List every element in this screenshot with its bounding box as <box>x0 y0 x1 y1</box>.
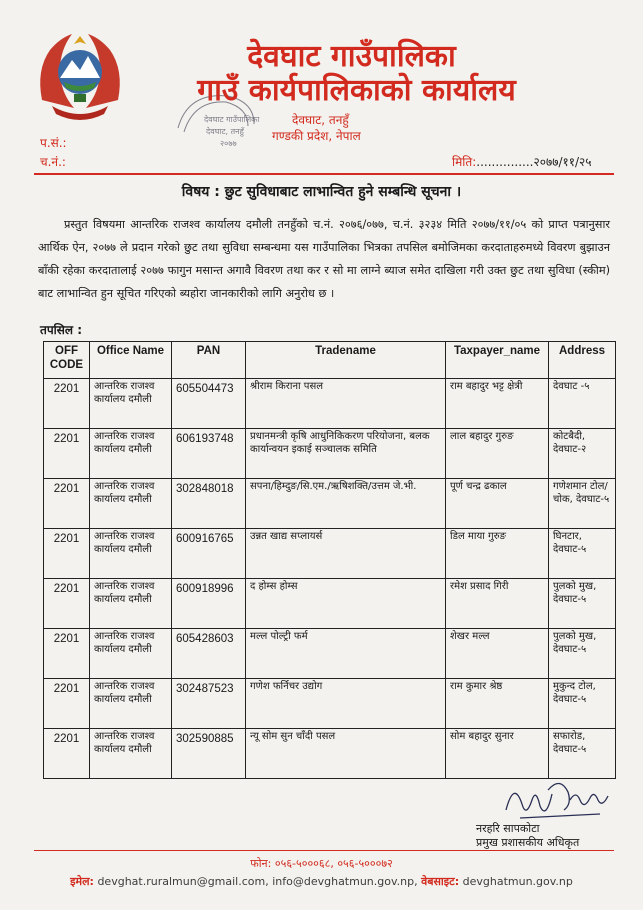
cell-off-code: 2201 <box>44 379 90 429</box>
email-value[interactable]: devghat.ruralmun@gmail.com, info@devghatmun.gov.np, <box>97 875 418 888</box>
office-title-line1: देवघाट गाउँपालिका <box>247 39 456 74</box>
cell-office-name: आन्तरिक राजश्व कार्यालय दमौली <box>90 529 172 579</box>
footer-phone <box>0 856 643 871</box>
cell-taxpayer-name: रमेश प्रसाद गिरी <box>446 579 549 629</box>
cell-address: मुकुन्द टोल, देवघाट-५ <box>549 679 616 729</box>
phone-value: ०५६-५०००६८, ०५६-५०००७२ <box>274 857 393 870</box>
cell-address: सफारोड, देवघाट-५ <box>549 729 616 779</box>
cell-tradename: सपना/हिम्दुङ/सि.एम./ऋषिशक्ति/उत्तम जे.भी. <box>246 479 446 529</box>
cell-pan: 605504473 <box>172 379 246 429</box>
header-pan: PAN <box>172 342 246 379</box>
seal-text-line: देवघाट, तनहुँ <box>206 127 244 136</box>
cell-taxpayer-name: लाल बहादुर गुरुङ <box>446 429 549 479</box>
cell-off-code: 2201 <box>44 629 90 679</box>
signatory-title: प्रमुख प्रशासकीय अधिकृत <box>476 836 580 849</box>
signatory-block <box>476 822 579 850</box>
cell-off-code: 2201 <box>44 679 90 729</box>
seal-text-line: २०७७ <box>220 139 237 148</box>
cha-na-label: च.नं.: <box>40 155 66 169</box>
cell-taxpayer-name: डिल माया गुरुङ <box>446 529 549 579</box>
cell-taxpayer-name: सोम बहादुर सुनार <box>446 729 549 779</box>
cell-office-name: आन्तरिक राजश्व कार्यालय दमौली <box>90 579 172 629</box>
office-location-province: गण्डकी प्रदेश, नेपाल <box>272 129 361 143</box>
handwritten-signature <box>500 770 620 830</box>
table-header-row <box>44 342 616 379</box>
cell-off-code: 2201 <box>44 529 90 579</box>
cell-address: घिनटार, देवघाट-५ <box>549 529 616 579</box>
header-address: Address <box>549 342 616 379</box>
cell-pan: 302848018 <box>172 479 246 529</box>
taxpayer-table <box>43 341 616 779</box>
cell-off-code: 2201 <box>44 579 90 629</box>
table-row <box>44 479 616 529</box>
website-label: वेबसाइट: <box>421 875 460 888</box>
tapasil-label: तपसिल : <box>40 323 82 337</box>
table-row <box>44 679 616 729</box>
signatory-name: नरहरि सापकोटा <box>476 822 540 835</box>
date-value: ...............२०७७/११/२५ <box>476 155 592 169</box>
cell-tradename: द होम्स होम्स <box>246 579 446 629</box>
cell-address: पुलको मुख, देवघाट-५ <box>549 579 616 629</box>
cell-taxpayer-name: शेखर मल्ल <box>446 629 549 679</box>
cell-office-name: आन्तरिक राजश्व कार्यालय दमौली <box>90 729 172 779</box>
header-divider <box>34 173 614 175</box>
cell-pan: 600916765 <box>172 529 246 579</box>
notice-body: प्रस्तुत विषयमा आन्तरिक राजश्व कार्यालय दमौली तनहुँको च.नं. २०७६/०७७, च.नं. ३२३४ मिति २०७७/११/०५ को प्राप्त पत्रानुसार आर्थिक ऐन, २०७७ ले प्रदान गरेको छुट तथा सुविधा सम्बन्धमा यस गाउँपालिका भित्रका तपसिल बमोजिमका करदाताहरुमध्ये विवरण बुझाउन बाँकी रहेका करदातालाई २०७७ फागुन मसान्त अगावै विवरण तथा कर र सो मा लाग्ने ब्याज समेत दाखिला गरी उक्त छुट तथा सुविधा (स्कीम) बाट लाभान्वित हुन सूचित गरिएको ब्यहोरा जानकारीको लागि अनुरोध छ । <box>38 218 610 300</box>
table-row <box>44 629 616 679</box>
cell-address: देवघाट -५ <box>549 379 616 429</box>
cell-tradename: मल्ल पोल्ट्री फर्म <box>246 629 446 679</box>
cell-pan: 605428603 <box>172 629 246 679</box>
cell-address: गणेशमान टोल/चोक, देवघाट-५ <box>549 479 616 529</box>
office-location-district: देवघाट, तनहुँ <box>292 113 349 127</box>
notice-subject: विषय : छुट सुविधाबाट लाभान्वित हुने सम्बन्धि सूचना । <box>181 184 462 200</box>
table-row <box>44 579 616 629</box>
cell-office-name: आन्तरिक राजश्व कार्यालय दमौली <box>90 379 172 429</box>
cell-taxpayer-name: पूर्ण चन्द्र ढकाल <box>446 479 549 529</box>
footer-divider <box>34 850 614 851</box>
cell-pan: 302590885 <box>172 729 246 779</box>
cell-address: कोटबैदी, देवघाट-२ <box>549 429 616 479</box>
cell-tradename: न्यू सोम सुन चाँदी पसल <box>246 729 446 779</box>
date-label: मिति: <box>452 155 477 169</box>
phone-label: फोन: <box>250 857 272 870</box>
pa-sa-field <box>40 134 67 151</box>
email-label: इमेल: <box>70 875 94 888</box>
table-row <box>44 379 616 429</box>
table-row <box>44 529 616 579</box>
cell-office-name: आन्तरिक राजश्व कार्यालय दमौली <box>90 479 172 529</box>
cell-office-name: आन्तरिक राजश्व कार्यालय दमौली <box>90 679 172 729</box>
cell-tradename: गणेश फर्निचर उद्योग <box>246 679 446 729</box>
cell-pan: 302487523 <box>172 679 246 729</box>
date-field <box>452 153 592 170</box>
cell-pan: 606193748 <box>172 429 246 479</box>
cha-na-field <box>40 153 66 170</box>
cell-off-code: 2201 <box>44 729 90 779</box>
footer-contacts <box>0 874 643 889</box>
pa-sa-label: प.सं.: <box>40 136 67 150</box>
cell-taxpayer-name: राम कुमार श्रेष्ठ <box>446 679 549 729</box>
cell-office-name: आन्तरिक राजश्व कार्यालय दमौली <box>90 629 172 679</box>
cell-tradename: प्रधानमन्त्री कृषि आधुनिकिकरण परियोजना, बलक कार्यान्वयन इकाई सञ्चालक समिति <box>246 429 446 479</box>
header-tradename: Tradename <box>246 342 446 379</box>
cell-off-code: 2201 <box>44 479 90 529</box>
cell-tradename: श्रीराम किराना पसल <box>246 379 446 429</box>
header-off-code: OFF CODE <box>44 342 90 379</box>
website-link[interactable]: devghatmun.gov.np <box>462 875 573 888</box>
header-office-name: Office Name <box>90 342 172 379</box>
cell-off-code: 2201 <box>44 429 90 479</box>
cell-address: पुलको मुख, देवघाट-५ <box>549 629 616 679</box>
office-title-line2: गाउँ कार्यपालिकाको कार्यालय <box>197 73 516 108</box>
table-row <box>44 429 616 479</box>
cell-pan: 600918996 <box>172 579 246 629</box>
cell-office-name: आन्तरिक राजश्व कार्यालय दमौली <box>90 429 172 479</box>
header-taxpayer-name: Taxpayer_name <box>446 342 549 379</box>
seal-text-line: देवघाट गाउँपालिका <box>204 115 260 124</box>
cell-taxpayer-name: राम बहादुर भट्ट क्षेत्री <box>446 379 549 429</box>
cell-tradename: उन्नत खाद्य सप्लायर्स <box>246 529 446 579</box>
